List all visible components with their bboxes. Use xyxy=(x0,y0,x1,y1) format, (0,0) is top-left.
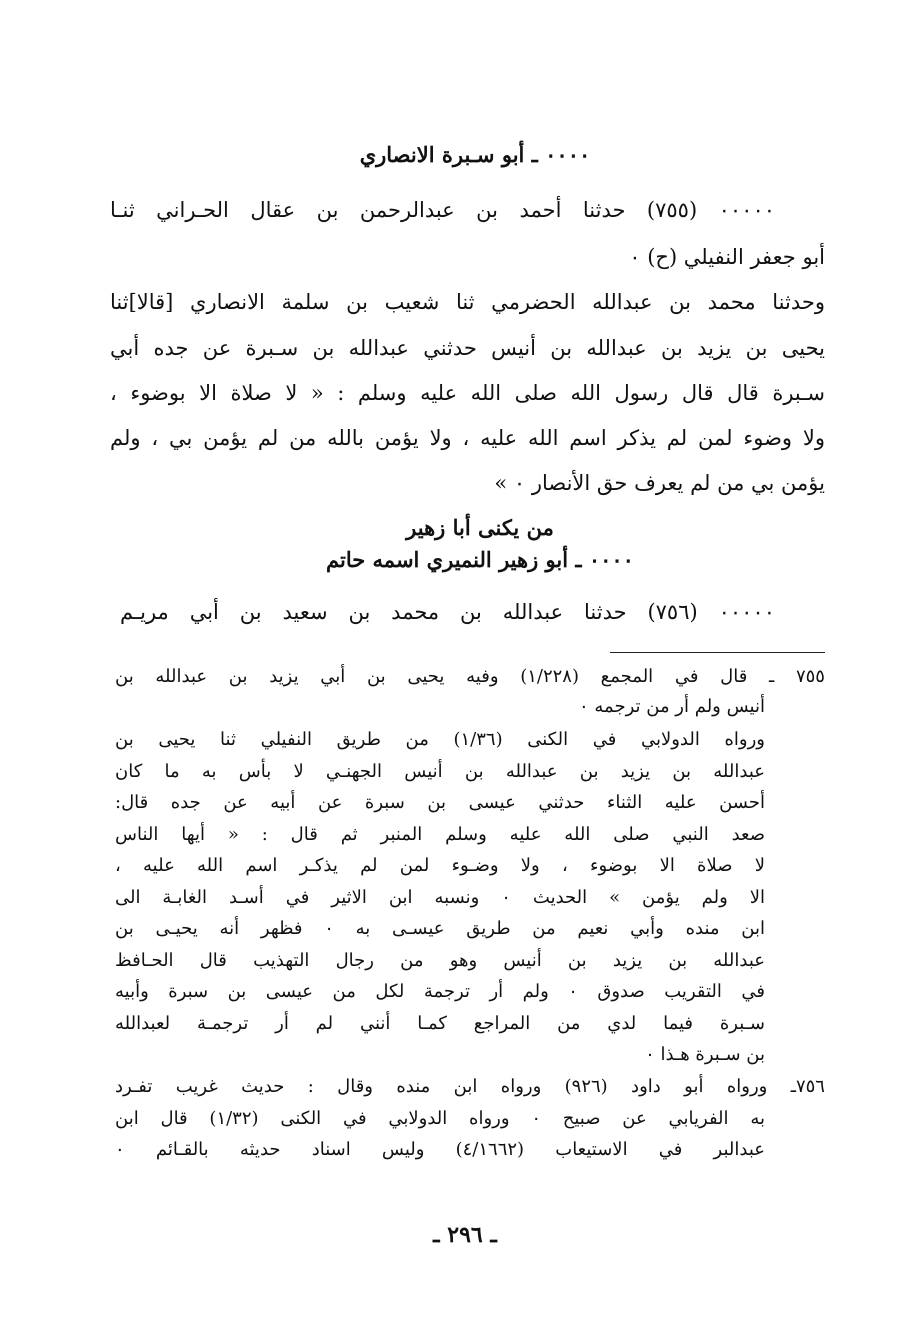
text-line: يحيى بن يزيد بن عبدالله بن أنيس حدثني عبدالله بن سـبرة عن جده أبي xyxy=(110,336,825,360)
footnote-divider xyxy=(610,652,825,653)
footnote-line: سـبرة فيما لدي من المراجع كمـا أنني لم أر ترجمـة لعبدالله xyxy=(115,1013,765,1034)
section-heading-abu-zuhair: ٠٠٠٠ ـ أبو زهير النميري اسمه حاتم xyxy=(326,547,634,572)
page-number: ـ ٢٩٦ ـ xyxy=(433,1222,497,1248)
footnote-line: عبدالله بن يزيد بن أنيس وهو من رجال التهذيب قال الحـافظ xyxy=(115,950,765,971)
footnote-line: ٧٥٥ ـ قال في المجمع (١/٢٢٨) وفيه يحيى بن أبي يزيد بن عبدالله بن xyxy=(115,666,825,687)
text-line: أبو جعفر النفيلي (ح) ٠ xyxy=(629,245,825,269)
footnote-line: عبدالله بن يزيد بن عبدالله بن أنيس الجهنـي لا بأس به ما كان xyxy=(115,761,765,782)
footnote-line: ورواه الدولابي في الكنى (١/٣٦) من طريق النفيلي ثنا يحيى بن xyxy=(115,729,765,750)
text-line: ٠٠٠٠٠ (٧٥٦) حدثنا عبدالله بن محمد بن سعيد بن أبي مريـم xyxy=(120,600,775,624)
section-heading-abu-sabra: ٠٠٠٠ ـ أبو سـبرة الانصاري xyxy=(359,142,591,167)
footnote-line: ٧٥٦ـ ورواه أبو داود (٩٢٦) ورواه ابن منده وقال : حديث غريب تفـرد xyxy=(115,1076,825,1097)
footnote-line: بن سـبرة هـذا ٠ xyxy=(645,1044,765,1065)
footnote-line: الا ولم يؤمن » الحديث ٠ ونسبه ابن الاثير في أسـد الغابـة الى xyxy=(115,887,766,908)
footnote-line: صعد النبي صلى الله عليه وسلم المنبر ثم قال : « أيها الناس xyxy=(115,824,765,845)
footnote-line: أنيس ولم أر من ترجمه ٠ xyxy=(579,696,765,717)
text-line: ولا وضوء لمن لم يذكر اسم الله عليه ، ولا يؤمن بالله من لم يؤمن بي ، ولم xyxy=(110,426,825,450)
footnote-line: به الفريابي عن صبيح ٠ ورواه الدولابي في الكنى (١/٣٢) قال ابن xyxy=(115,1108,765,1129)
footnote-line: لا صلاة الا بوضوء ، ولا وضـوء لمن لم يذكـر اسم الله عليه ، xyxy=(115,855,765,876)
text-line: وحدثنا محمد بن عبدالله الحضرمي ثنا شعيب بن سلمة الانصاري [قالا]ثنا xyxy=(110,290,825,314)
text-line: يؤمن بي من لم يعرف حق الأنصار ٠ » xyxy=(494,471,825,495)
footnote-line: عبدالبر في الاستيعاب (٤/١٦٦٢) وليس اسناد حديثه بالقـائم ٠ xyxy=(115,1139,765,1160)
text-line: سـبرة قال قال رسول الله صلى الله عليه وسلم : « لا صلاة الا بوضوء ، xyxy=(110,381,825,405)
footnote-line: في التقريب صدوق ٠ ولم أر ترجمة لكل من عيسى بن سبرة وأبيه xyxy=(115,981,765,1002)
text-line: ٠٠٠٠٠ (٧٥٥) حدثنا أحمد بن عبدالرحمن بن عقال الحـراني ثنـا xyxy=(110,198,776,222)
footnote-line: أحسن عليه الثناء حدثني عيسى بن سبرة عن أبيه عن جده قال: xyxy=(115,792,765,813)
section-heading-kunya: من يكنى أبا زهير xyxy=(406,515,554,540)
footnote-line: ابن منده وأبي نعيم من طريق عيسـى به ٠ فظهر أنه يحيـى بن xyxy=(115,918,765,939)
